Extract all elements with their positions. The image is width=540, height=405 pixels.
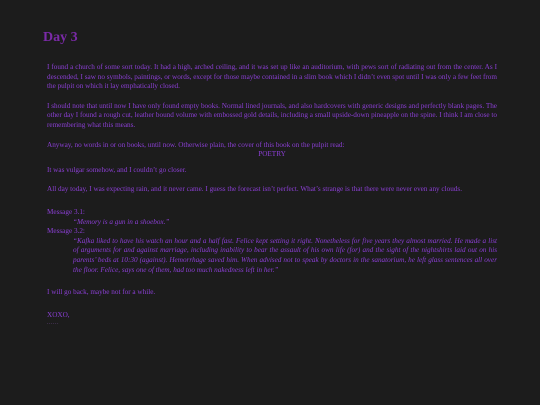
paragraph-rain: All day today, I was expecting rain, and it never came. I guess the forecast isn’t perfect. What’s strange is that there were never even any clouds. (47, 185, 462, 194)
signoff: XOXO, (47, 310, 70, 319)
message-label: Message 3.2: (47, 227, 85, 236)
page-title: Day 3 (43, 30, 78, 45)
book-cover-word: POETRY (258, 150, 286, 159)
message-quote: “Memory is a gun in a shoebox.” (73, 217, 170, 226)
signature: ...... (47, 320, 59, 327)
closing-line: I will go back, maybe not for a while. (47, 288, 156, 297)
message-label: Message 3.1: (47, 207, 85, 216)
paragraph-church: I found a church of some sort today. It had a high, arched ceiling, and it was set up like an auditorium, with pews sort of radiating out from the center. As I descended, I saw no symbols, paintings, or words, except for those maybe contained in a slim book which I didn’t even spot until I was only a few feet from the pulpit on which it lay emphatically closed. (47, 63, 497, 91)
paragraph-books: I should note that until now I have only found empty books. Normal lined journals, and also hardcovers with generic designs and perfectly blank pages. The other day I found a rough cut, leather bound volume with embossed gold details, including a small upside-down pineapple on the spine. I think I am close to remembering what this means. (47, 101, 497, 129)
entry-body (47, 63, 497, 327)
paragraph-cover: Anyway, no words in or on books, until now. Otherwise plain, the cover of this book on the pulpit read: (47, 140, 345, 149)
message-quote: “Kafka liked to have his watch an hour and a half fast. Felice kept setting it right. Nonetheless for five years they almost married. He made a list of arguments for and against marriage, including inability to bear the assault of his own life (for) and the sight of the nightshirts laid out on his parents’ beds at 10:30 (against). Hemorrhage saved him. When advised not to speak by doctors in the sanatorium, he left glass sentences all over the floor. Felice, says one of them, had too much nakedness left in her.” (73, 236, 497, 274)
paragraph-vulgar: It was vulgar somehow, and I couldn’t go closer. (47, 165, 187, 174)
